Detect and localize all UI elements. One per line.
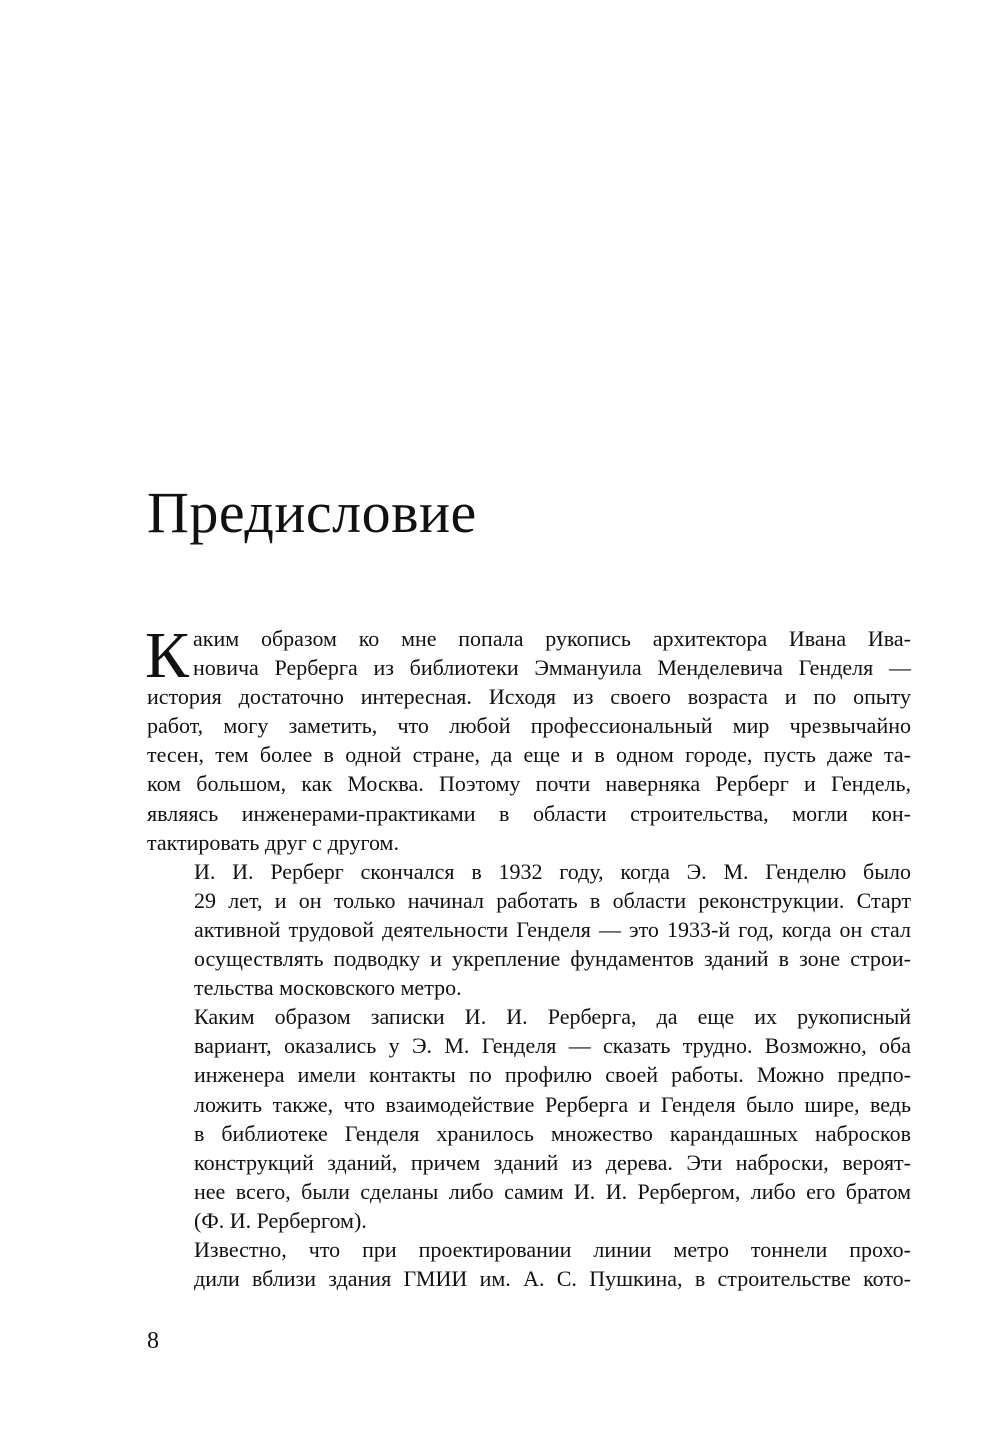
text-line: ложить также, что взаимодействие Рерберга и Генделя было шире, ведь bbox=[194, 1091, 911, 1117]
text-line: 29 лет, и он только начинал работать в области реконструкции. Старт bbox=[194, 887, 911, 913]
paragraph-3 bbox=[147, 1002, 911, 1235]
text-line: осуществлять подводку и укрепление фундаментов зданий в зоне строи- bbox=[194, 946, 911, 972]
text-line: активной трудовой деятельности Генделя — это 1933-й год, когда он стал bbox=[194, 916, 911, 942]
paragraph-2 bbox=[147, 857, 911, 1002]
page-number: 8 bbox=[147, 1328, 159, 1354]
text-line: тактировать друг с другом. bbox=[147, 829, 399, 855]
text-line: (Ф. И. Рербергом). bbox=[194, 1207, 367, 1233]
text-line: история достаточно интересная. Исходя из своего возраста и по опыту bbox=[147, 684, 911, 710]
text-line: тельства московского метро. bbox=[194, 975, 462, 1001]
text-line: ком большом, как Москва. Поэтому почти наверняка Рерберг и Гендель, bbox=[147, 771, 911, 797]
page-title: Предисловие bbox=[147, 480, 477, 545]
text-line: являясь инженерами-практиками в области строительства, могли кон- bbox=[147, 800, 911, 826]
preface-text bbox=[145, 619, 911, 1293]
text-line: аким образом ко мне попала рукопись архитектора Ивана Ива- bbox=[193, 626, 911, 651]
text-line: нее всего, были сделаны либо самим И. И. Рербергом, либо его братом bbox=[194, 1178, 911, 1204]
text-line: новича Рерберга из библиотеки Эммануила Менделевича Генделя — bbox=[193, 655, 911, 681]
text-line: вариант, оказались у Э. М. Генделя — сказать трудно. Возможно, оба bbox=[194, 1033, 911, 1059]
text-line: тесен, тем более в одной стране, да еще и в одном городе, пусть даже та- bbox=[147, 742, 911, 768]
paragraph-4 bbox=[147, 1235, 911, 1293]
text-line: в библиотеке Генделя хранилось множество карандашных набросков bbox=[194, 1120, 911, 1146]
text-line: Каким образом записки И. И. Рерберга, да еще их рукописный bbox=[194, 1004, 911, 1030]
drop-cap: К bbox=[145, 619, 190, 692]
text-line: Известно, что при проектировании линии метро тоннели прохо- bbox=[194, 1236, 911, 1262]
paragraph-1 bbox=[145, 619, 911, 857]
text-line: работ, могу заметить, что любой профессиональный мир чрезвычайно bbox=[147, 713, 911, 739]
text-line: И. И. Рерберг скончался в 1932 году, когда Э. М. Генделю было bbox=[194, 858, 911, 884]
text-line: конструкций зданий, причем зданий из дерева. Эти наброски, вероят- bbox=[194, 1149, 911, 1175]
text-line: инженера имели контакты по профилю своей работы. Можно предпо- bbox=[194, 1062, 911, 1088]
text-line: дили вблизи здания ГМИИ им. А. С. Пушкина, в строительстве кото- bbox=[194, 1266, 911, 1292]
